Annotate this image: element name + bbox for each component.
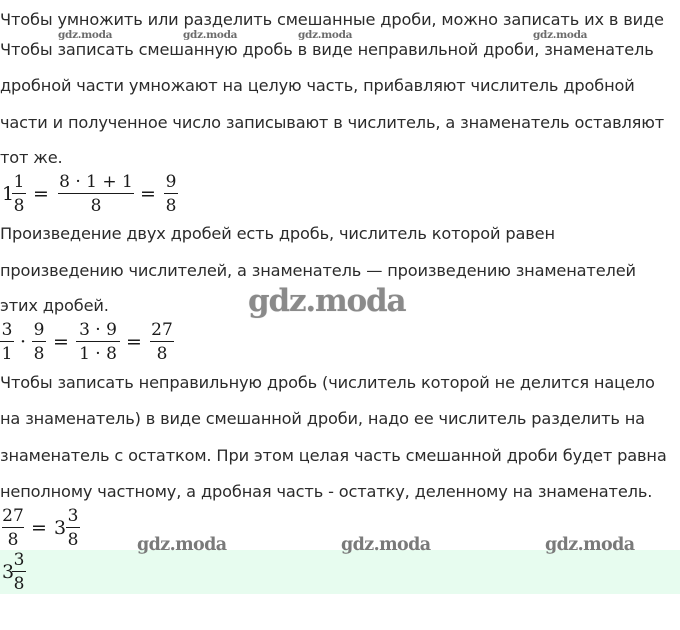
formula-mixed-to-improper — [0, 172, 200, 222]
formula3-fraction-2 — [66, 506, 80, 550]
text-line-7: произведению числителей, а знаменатель — произведению знаменателей — [0, 261, 636, 280]
text-line-2: Чтобы записать смешанную дробь в виде неправильной дроби, знаменатель — [0, 40, 654, 59]
answer-denominator: 8 — [13, 574, 25, 594]
formula3-equals: = — [31, 517, 47, 539]
text-line-8: этих дробей. — [0, 296, 109, 315]
text-line-4: части и полученное число записывают в числитель, а знаменатель оставляют — [0, 113, 665, 132]
text-line-12: неполному частному, а дробная часть - остатку, деленному на знаменатель. — [0, 482, 653, 501]
answer-highlight — [0, 550, 680, 594]
fraction-bar — [66, 527, 80, 528]
watermark-small-3: gdz.moda — [298, 29, 353, 41]
formula3-f1-numerator: 27 — [2, 506, 24, 526]
formula2-f1-denominator: 1 — [1, 344, 13, 364]
watermark-small-4: gdz.moda — [533, 29, 588, 41]
watermark-small-2: gdz.moda — [183, 29, 238, 41]
formula3-f1-denominator: 8 — [7, 530, 19, 550]
formula3-fraction-1 — [2, 506, 24, 550]
fraction-bar — [32, 341, 46, 342]
formula3-f2-numerator: 3 — [67, 506, 79, 526]
formula2-f3-denominator: 1 · 8 — [79, 344, 117, 364]
answer-whole: 3 — [2, 561, 15, 583]
text-line-11: знаменатель с остатком. При этом целая часть смешанной дроби будет равна — [0, 446, 667, 465]
formula1-equals-1: = — [33, 183, 49, 205]
text-line-9: Чтобы записать неправильную дробь (числитель которой не делится нацело — [0, 373, 655, 392]
text-line-5: тот же. — [0, 148, 63, 167]
formula2-f1-numerator: 3 — [1, 320, 13, 340]
formula3-f2-denominator: 8 — [67, 530, 79, 550]
formula-improper-to-mixed — [0, 506, 120, 556]
fraction-bar — [164, 193, 178, 194]
formula2-fraction-1 — [0, 320, 14, 364]
watermark-mid-1: gdz.moda — [137, 535, 227, 555]
formula1-f2-numerator: 8 · 1 + 1 — [59, 172, 133, 192]
formula2-f4-denominator: 8 — [156, 344, 168, 364]
formula2-fraction-2 — [32, 320, 46, 364]
watermark-mid-3: gdz.moda — [545, 535, 635, 555]
answer-value — [0, 550, 60, 596]
formula2-fraction-3 — [76, 320, 120, 364]
formula2-fraction-4 — [150, 320, 174, 364]
formula1-equals-2: = — [140, 183, 156, 205]
formula2-equals-1: = — [53, 331, 69, 353]
formula1-fraction-1 — [12, 172, 26, 216]
watermark-mid-2: gdz.moda — [341, 535, 431, 555]
answer-numerator: 3 — [13, 550, 25, 570]
formula2-f4-numerator: 27 — [151, 320, 173, 340]
text-line-1: Чтобы умножить или разделить смешанные дроби, можно записать их в виде — [0, 10, 664, 29]
formula2-f2-numerator: 9 — [33, 320, 45, 340]
fraction-bar — [58, 193, 134, 194]
watermark-small-1: gdz.moda — [58, 29, 113, 41]
formula2-multiply-dot: · — [20, 331, 27, 353]
text-line-10: на знаменатель) в виде смешанной дроби, надо ее числитель разделить на — [0, 409, 645, 428]
text-line-6: Произведение двух дробей есть дробь, числитель которой равен — [0, 224, 555, 243]
fraction-bar — [12, 193, 26, 194]
fraction-bar — [12, 571, 26, 572]
answer-fraction — [12, 550, 26, 594]
formula3-whole: 3 — [54, 517, 67, 539]
formula-fraction-product — [0, 320, 200, 370]
formula2-equals-2: = — [126, 331, 142, 353]
formula1-f1-denominator: 8 — [13, 196, 25, 216]
formula2-f2-denominator: 8 — [33, 344, 45, 364]
formula2-f3-numerator: 3 · 9 — [79, 320, 117, 340]
formula1-whole: 1 — [2, 183, 15, 205]
fraction-bar — [2, 527, 24, 528]
watermark-big: gdz.moda — [248, 283, 406, 319]
fraction-bar — [0, 341, 14, 342]
formula1-fraction-2 — [58, 172, 134, 216]
fraction-bar — [76, 341, 120, 342]
formula1-f3-numerator: 9 — [165, 172, 177, 192]
fraction-bar — [150, 341, 174, 342]
formula1-f1-numerator: 1 — [13, 172, 25, 192]
formula1-f2-denominator: 8 — [90, 196, 102, 216]
formula1-fraction-3 — [164, 172, 178, 216]
formula1-f3-denominator: 8 — [165, 196, 177, 216]
text-line-3: дробной части умножают на целую часть, прибавляют числитель дробной — [0, 76, 635, 95]
